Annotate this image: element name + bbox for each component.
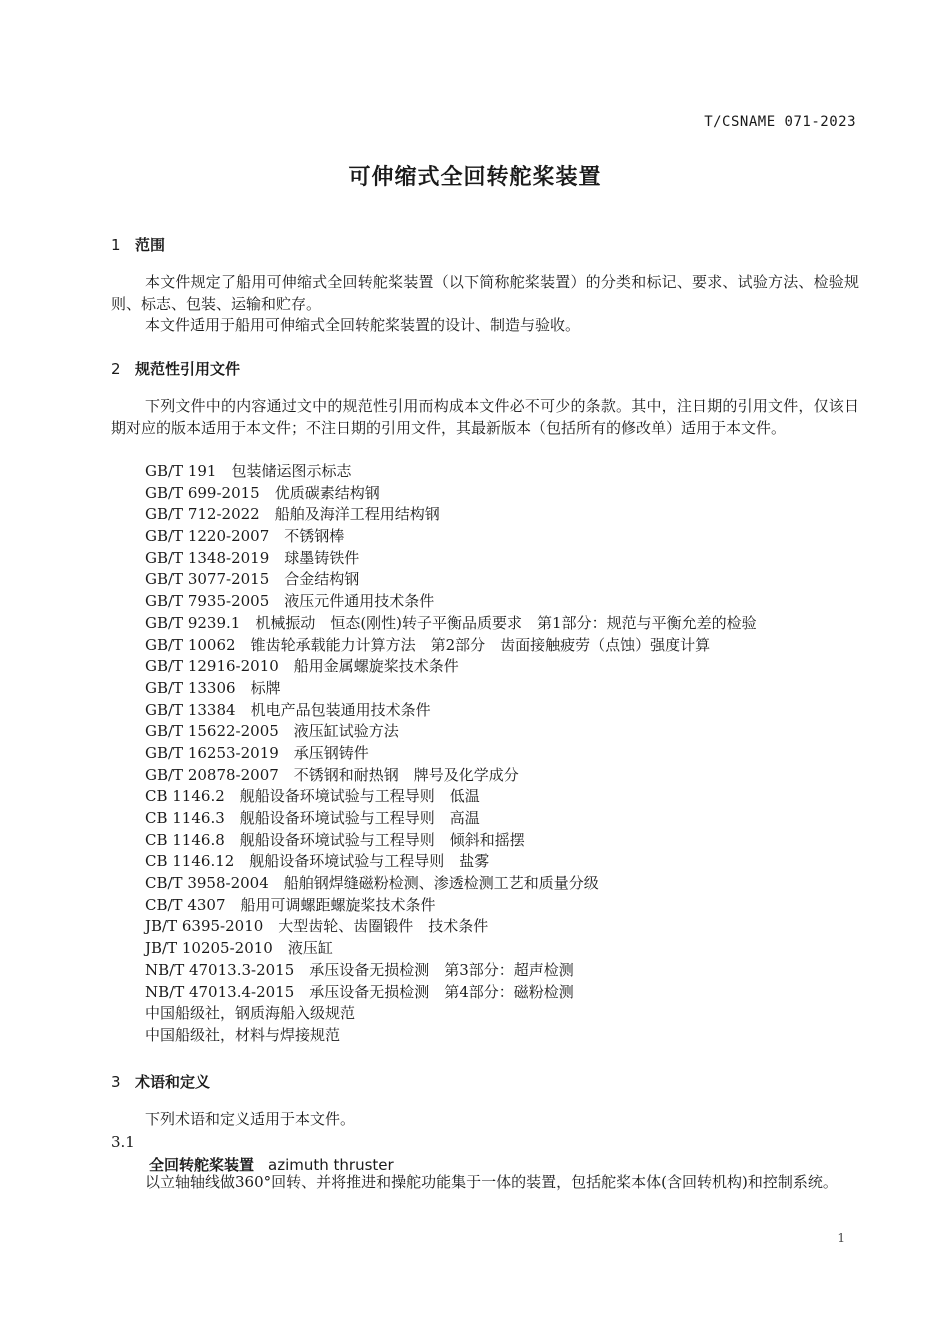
reference-item — [145, 721, 757, 743]
reference-title: 舰船设备环境试验与工程导则 低温 — [239, 787, 480, 806]
reference-title: 舰船设备环境试验与工程导则 高温 — [239, 809, 480, 827]
reference-title: 承压钢铸件 — [293, 743, 369, 762]
reference-code: GB/T 712-2022 — [145, 505, 260, 524]
term-english: azimuth thruster — [268, 1156, 394, 1174]
section-heading-normative-references — [111, 358, 240, 379]
scope-paragraph: 本文件适用于船用可伸缩式全回转舵桨装置的设计、制造与验收。 — [145, 316, 581, 334]
reference-title: 机械振动 恒态(刚性)转子平衡品质要求 第1部分：规范与平衡允差的检验 — [255, 613, 757, 632]
reference-item — [145, 851, 757, 873]
reference-title: 大型齿轮、齿圈锻件 技术条件 — [278, 917, 489, 936]
reference-title: 船用可调螺距螺旋桨技术条件 — [240, 895, 436, 914]
reference-list — [145, 461, 757, 1047]
reference-item — [145, 591, 757, 613]
reference-item — [145, 656, 757, 678]
section-title: 范围 — [135, 236, 166, 254]
reference-code: GB/T 13306 — [145, 678, 236, 697]
document-title: 可伸缩式全回转舵桨装置 — [348, 165, 602, 190]
reference-code: GB/T 191 — [145, 462, 217, 480]
reference-title: 液压缸试验方法 — [293, 722, 399, 741]
reference-item — [145, 548, 757, 570]
reference-title: 液压元件通用技术条件 — [284, 592, 435, 611]
reference-item — [145, 830, 757, 852]
reference-code: CB 1146.8 — [145, 830, 225, 849]
reference-code: CB 1146.12 — [145, 852, 235, 871]
reference-code: NB/T 47013.4-2015 — [145, 982, 295, 1001]
reference-item — [145, 895, 757, 917]
reference-code: GB/T 1220-2007 — [145, 527, 270, 546]
reference-code: GB/T 9239.1 — [145, 613, 241, 632]
term-chinese: 全回转舵桨装置 — [149, 1156, 255, 1174]
term-entry-number: 3.1 — [111, 1133, 135, 1151]
reference-item — [145, 526, 757, 548]
reference-item — [145, 786, 757, 808]
reference-title: 包装储运图示标志 — [231, 462, 352, 480]
terms-intro: 下列术语和定义适用于本文件。 — [145, 1110, 356, 1128]
reference-code: 中国船级社， — [145, 1004, 236, 1023]
reference-item — [145, 635, 757, 657]
reference-title: 不锈钢棒 — [284, 527, 345, 546]
reference-title: 钢质海船入级规范 — [235, 1004, 356, 1023]
reference-title: 承压设备无损检测 第3部分：超声检测 — [309, 960, 574, 979]
reference-title: 船用金属螺旋桨技术条件 — [293, 657, 459, 676]
reference-code: JB/T 6395-2010 — [145, 917, 264, 936]
reference-title: 合金结构钢 — [284, 570, 360, 589]
section-number: 1 — [111, 236, 121, 254]
section-title: 术语和定义 — [135, 1073, 211, 1091]
reference-item — [145, 678, 757, 700]
reference-code: GB/T 15622-2005 — [145, 722, 279, 741]
section-title: 规范性引用文件 — [135, 360, 241, 378]
reference-code: 中国船级社， — [145, 1025, 236, 1044]
reference-title: 优质碳素结构钢 — [274, 483, 380, 502]
reference-item — [145, 1003, 757, 1025]
reference-title: 承压设备无损检测 第4部分：磁粉检测 — [309, 982, 574, 1001]
reference-title: 球墨铸铁件 — [284, 548, 360, 567]
reference-code: CB/T 3958-2004 — [145, 874, 269, 893]
reference-title: 舰船设备环境试验与工程导则 倾斜和摇摆 — [239, 830, 525, 849]
standard-number: T/CSNAME 071-2023 — [704, 114, 856, 130]
reference-code: GB/T 20878-2007 — [145, 765, 279, 784]
reference-item — [145, 461, 757, 483]
reference-code: GB/T 1348-2019 — [145, 548, 270, 567]
reference-code: GB/T 12916-2010 — [145, 657, 279, 676]
reference-code: CB 1146.3 — [145, 809, 225, 827]
reference-title: 材料与焊接规范 — [235, 1025, 341, 1044]
reference-item — [145, 700, 757, 722]
reference-code: GB/T 699-2015 — [145, 483, 260, 502]
reference-code: NB/T 47013.3-2015 — [145, 960, 295, 979]
normative-references-intro: 下列文件中的内容通过文中的规范性引用而构成本文件必不可少的条款。其中，注日期的引用文件，仅该日期对应的版本适用于本文件；不注日期的引用文件，其最新版本（包括所有的修改单）适用于本文件。 — [111, 397, 859, 437]
reference-code: JB/T 10205-2010 — [145, 939, 273, 958]
scope-paragraph: 本文件规定了船用可伸缩式全回转舵桨装置（以下简称舵桨装置）的分类和标记、要求、试验方法、检验规则、标志、包装、运输和贮存。 — [111, 273, 859, 313]
reference-title: 船舶及海洋工程用结构钢 — [274, 505, 440, 524]
reference-title: 不锈钢和耐热钢 牌号及化学成分 — [293, 765, 519, 784]
reference-item — [145, 960, 757, 982]
reference-code: CB 1146.2 — [145, 787, 225, 806]
section-heading-terms — [111, 1071, 210, 1092]
reference-title: 液压缸 — [287, 939, 333, 958]
section-heading-scope — [111, 234, 165, 255]
reference-title: 船舶钢焊缝磁粉检测、渗透检测工艺和质量分级 — [283, 874, 599, 893]
reference-code: GB/T 7935-2005 — [145, 592, 270, 611]
section-number: 3 — [111, 1073, 121, 1091]
reference-item — [145, 765, 757, 787]
reference-title: 机电产品包装通用技术条件 — [250, 700, 431, 719]
reference-item — [145, 569, 757, 591]
page-number: 1 — [837, 1231, 845, 1245]
reference-item — [145, 938, 757, 960]
reference-item — [145, 808, 757, 830]
reference-item — [145, 483, 757, 505]
reference-code: GB/T 13384 — [145, 700, 236, 719]
reference-item — [145, 982, 757, 1004]
reference-item — [145, 1025, 757, 1047]
reference-title: 标牌 — [250, 678, 281, 697]
reference-code: GB/T 10062 — [145, 635, 236, 654]
reference-title: 锥齿轮承载能力计算方法 第2部分 齿面接触疲劳（点蚀）强度计算 — [250, 635, 711, 654]
term-definition: 以立轴轴线做360°回转、并将推进和操舵功能集于一体的装置，包括舵桨本体(含回转机构)和控制系统。 — [145, 1173, 838, 1191]
reference-item — [145, 743, 757, 765]
reference-title: 舰船设备环境试验与工程导则 盐雾 — [249, 852, 490, 871]
reference-item — [145, 873, 757, 895]
reference-item — [145, 504, 757, 526]
reference-code: CB/T 4307 — [145, 895, 226, 914]
reference-code: GB/T 3077-2015 — [145, 570, 270, 589]
reference-item — [145, 916, 757, 938]
reference-item — [145, 613, 757, 635]
reference-code: GB/T 16253-2019 — [145, 743, 279, 762]
section-number: 2 — [111, 360, 121, 378]
